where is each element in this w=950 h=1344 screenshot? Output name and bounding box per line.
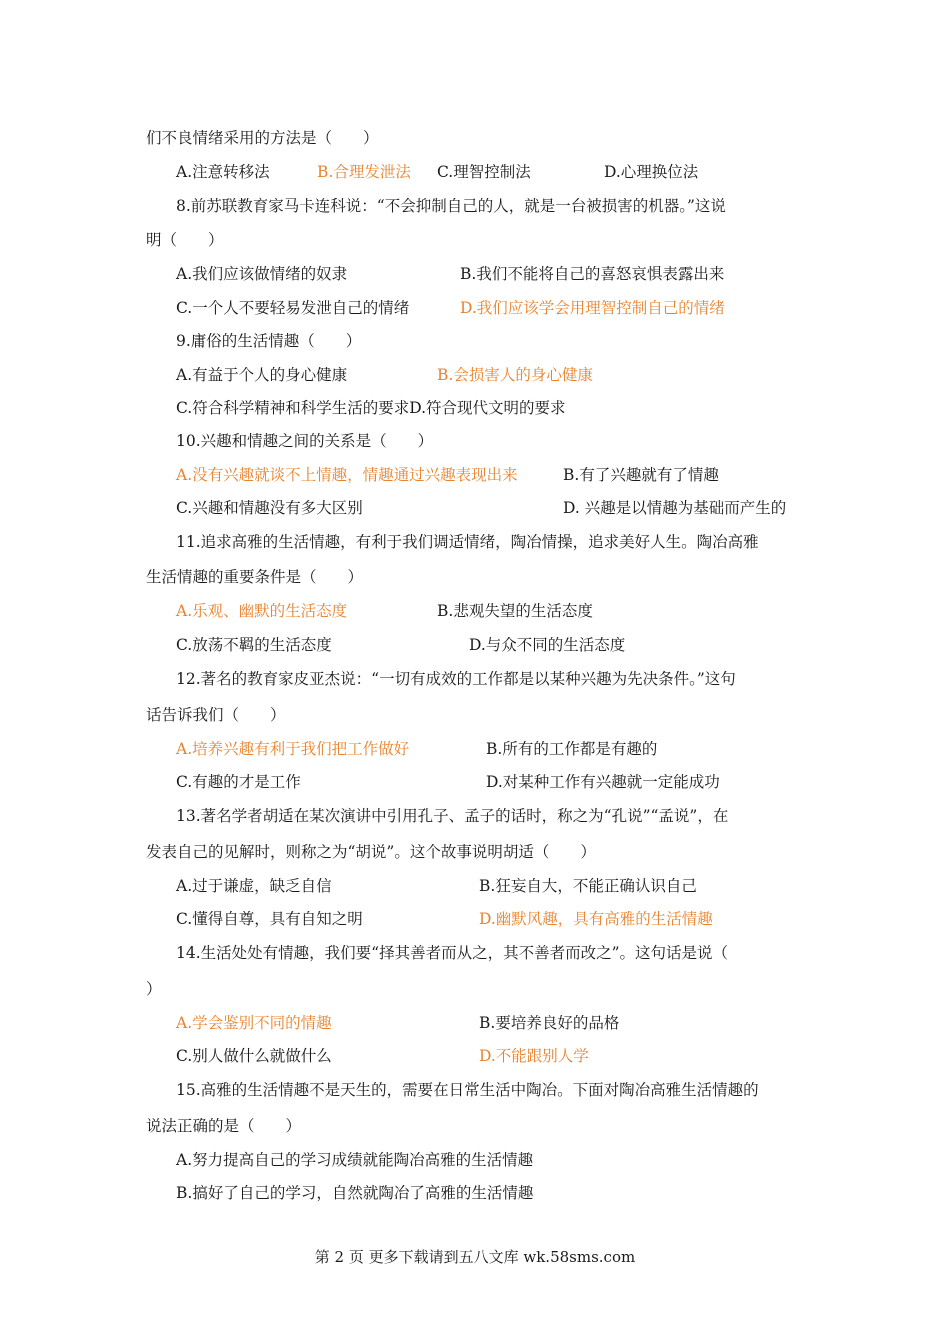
q8-stem-line1: 8.前苏联教育家马卡连科说：“不会抑制自己的人，就是一台被损害的机器。”这说	[176, 197, 726, 215]
q8-option-c: C.一个人不要轻易发泄自己的情绪	[176, 299, 410, 317]
q13-stem-line1: 13.著名学者胡适在某次演讲中引用孔子、孟子的话时，称之为“孔说”“孟说”，在	[176, 807, 729, 825]
q13-option-a: A.过于谦虚，缺乏自信	[176, 877, 332, 895]
q10-option-b: B.有了兴趣就有了情趣	[563, 466, 719, 484]
q15-stem-line1: 15.高雅的生活情趣不是天生的，需要在日常生活中陶冶。下面对陶冶高雅生活情趣的	[176, 1081, 759, 1099]
q11-stem-line1: 11.追求高雅的生活情趣，有利于我们调适情绪，陶冶情操，追求美好人生。陶冶高雅	[176, 533, 759, 551]
q13-stem-line2: 发表自己的见解时，则称之为“胡说”。这个故事说明胡适（ ）	[146, 843, 596, 861]
q12-option-b: B.所有的工作都是有趣的	[486, 740, 658, 758]
q12-option-c: C.有趣的才是工作	[176, 773, 301, 791]
q7-option-c: C.理智控制法	[437, 163, 531, 181]
q7-option-a: A.注意转移法	[176, 163, 270, 181]
q11-option-a-answer: A.乐观、幽默的生活态度	[176, 602, 348, 620]
q11-option-d: D.与众不同的生活态度	[469, 636, 626, 654]
q11-option-b: B.悲观失望的生活态度	[437, 602, 593, 620]
q8-stem-line2: 明（ ）	[146, 231, 224, 249]
q8-option-b: B.我们不能将自己的喜怒哀惧表露出来	[460, 265, 725, 283]
q8-option-d-answer: D.我们应该学会用理智控制自己的情绪	[460, 299, 725, 317]
q15-option-a: A.努力提高自己的学习成绩就能陶冶高雅的生活情趣	[176, 1151, 534, 1169]
q7-option-b-answer: B.合理发泄法	[317, 163, 411, 181]
q13-option-d-answer: D.幽默风趣，具有高雅的生活情趣	[479, 910, 713, 928]
q13-option-b: B.狂妄自大，不能正确认识自己	[479, 877, 697, 895]
q7-stem-continued: 们不良情绪采用的方法是（ ）	[146, 129, 379, 147]
q11-option-c: C.放荡不羁的生活态度	[176, 636, 332, 654]
q10-option-a-answer: A.没有兴趣就谈不上情趣，情趣通过兴趣表现出来	[176, 466, 518, 484]
q8-option-a: A.我们应该做情绪的奴隶	[176, 265, 348, 283]
q14-stem-line1: 14.生活处处有情趣，我们要“择其善者而从之，其不善者而改之”。这句话是说（	[176, 944, 729, 962]
q10-stem: 10.兴趣和情趣之间的关系是（ ）	[176, 432, 434, 450]
q15-option-b: B.搞好了自己的学习，自然就陶冶了高雅的生活情趣	[176, 1184, 534, 1202]
q9-option-b-answer: B.会损害人的身心健康	[437, 366, 593, 384]
q10-option-c: C.兴趣和情趣没有多大区别	[176, 499, 363, 517]
q15-stem-line2: 说法正确的是（ ）	[146, 1117, 302, 1135]
q9-stem: 9.庸俗的生活情趣（ ）	[176, 332, 362, 350]
q10-option-d: D. 兴趣是以情趣为基础而产生的	[563, 499, 787, 517]
q14-option-a-answer: A.学会鉴别不同的情趣	[176, 1014, 332, 1032]
q7-option-d: D.心理换位法	[604, 163, 699, 181]
q12-stem-line2: 话告诉我们（ ）	[146, 706, 286, 724]
q9-option-a: A.有益于个人的身心健康	[176, 366, 348, 384]
q14-stem-line2: ）	[146, 980, 162, 998]
q13-option-c: C.懂得自尊，具有自知之明	[176, 910, 363, 928]
q14-option-b: B.要培养良好的品格	[479, 1014, 620, 1032]
q12-option-d: D.对某种工作有兴趣就一定能成功	[486, 773, 720, 791]
q14-option-d-answer: D.不能跟别人学	[479, 1047, 589, 1065]
q14-option-c: C.别人做什么就做什么	[176, 1047, 332, 1065]
q9-option-cd: C.符合科学精神和科学生活的要求D.符合现代文明的要求	[176, 399, 566, 417]
q12-stem-line1: 12.著名的教育家皮亚杰说：“一切有成效的工作都是以某种兴趣为先决条件。”这句	[176, 670, 736, 688]
q12-option-a-answer: A.培养兴趣有利于我们把工作做好	[176, 740, 410, 758]
q11-stem-line2: 生活情趣的重要条件是（ ）	[146, 568, 364, 586]
page-footer: 第 2 页 更多下载请到五八文库 wk.58sms.com	[314, 1248, 636, 1266]
